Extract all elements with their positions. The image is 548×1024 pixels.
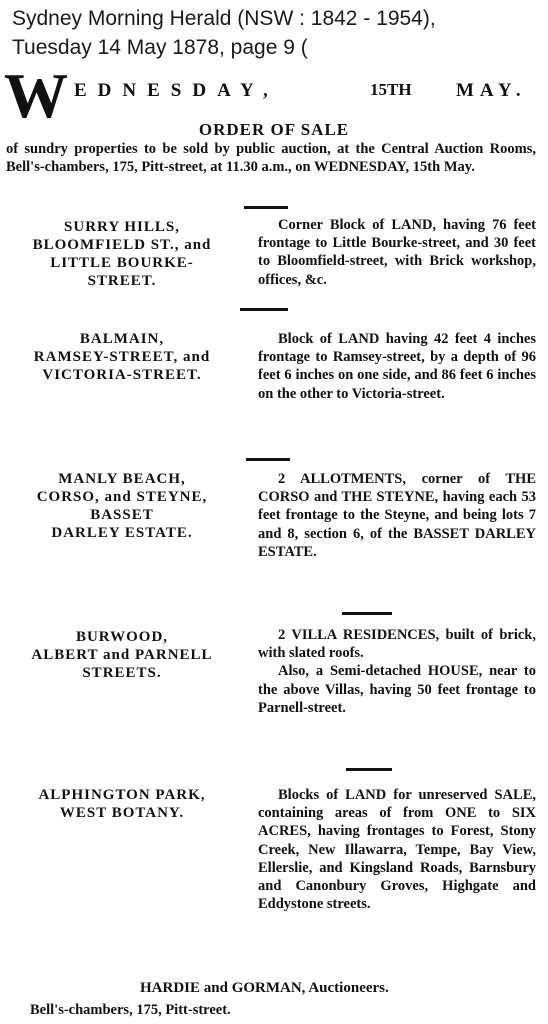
drop-cap: W xyxy=(4,68,68,131)
lot-paragraph: Also, a Semi-detached HOUSE, near to the above Villas, having 50 feet frontage to Parnell-street. xyxy=(258,663,536,716)
lot-location: BALMAIN, RAMSEY-STREET, and VICTORIA-STREET. xyxy=(33,331,211,383)
sale-title: ORDER OF SALE xyxy=(198,120,350,139)
lot-location: SURRY HILLS, BLOOMFIELD ST., and LITTLE BOURKE- STREET. xyxy=(32,219,212,289)
lot-description xyxy=(258,470,536,561)
divider xyxy=(346,768,392,771)
divider xyxy=(342,612,392,615)
lot-paragraph: 2 ALLOTMENTS, corner of THE CORSO and THE STEYNE, having each 53 feet frontage to the Steyne, and being lots 7 and 8, section 6, of the BASSET DARLEY ESTATE. xyxy=(258,471,536,560)
date-heading: 15TH xyxy=(370,80,412,99)
lot-paragraph: Block of LAND having 42 feet 4 inches frontage to Ramsey-street, by a depth of 96 feet 6 inches on one side, and 86 feet 6 inches on the other to Victoria-street. xyxy=(258,331,536,402)
address-line: Bell's-chambers, 175, Pitt-street. xyxy=(30,1002,231,1018)
lot-description xyxy=(258,786,536,913)
auctioneers-line: HARDIE and GORMAN, Auctioneers. xyxy=(140,980,389,996)
caption-line-1: Sydney Morning Herald (NSW : 1842 - 1954), xyxy=(12,7,436,30)
lot-paragraph: Blocks of LAND for unreserved SALE, containing areas of from ONE to SIX ACRES, having frontages to Forest, Stony Creek, New Illawarra, Tempe, Bay View, Ellerslie, and Kingsland Roads, Barnsbury and Canonbury Groves, Highgate and Eddystone streets. xyxy=(258,787,536,913)
sale-intro: of sundry properties to be sold by public auction, at the Central Auction Rooms, Bell's-chambers, 175, Pitt-street, at 11.30 a.m., on WEDNESDAY, 15th May. xyxy=(6,141,536,175)
lot-paragraph: Corner Block of LAND, having 76 feet frontage to Little Bourke-street, and 30 feet to Bloomfield-street, with Brick workshop, offices, &c. xyxy=(258,217,536,288)
source-caption xyxy=(12,4,542,62)
lot-location: BURWOOD, ALBERT and PARNELL STREETS. xyxy=(31,629,213,681)
lot-description xyxy=(258,330,536,403)
lot-paragraph: 2 VILLA RESIDENCES, built of brick, with slated roofs. xyxy=(258,627,536,662)
divider xyxy=(246,458,290,461)
month-heading: MAY. xyxy=(456,80,527,101)
divider xyxy=(240,308,288,311)
divider xyxy=(244,206,288,209)
weekday-heading: EDNESDAY, xyxy=(74,80,279,101)
caption-line-2: Tuesday 14 May 1878, page 9 ( xyxy=(12,36,308,59)
lot-location: MANLY BEACH, CORSO, and STEYNE, BASSET DARLEY ESTATE. xyxy=(36,471,208,541)
lot-description xyxy=(258,626,536,717)
lot-description xyxy=(258,216,536,289)
newspaper-clipping xyxy=(0,68,548,1024)
lot-location: ALPHINGTON PARK, WEST BOTANY. xyxy=(38,787,206,821)
